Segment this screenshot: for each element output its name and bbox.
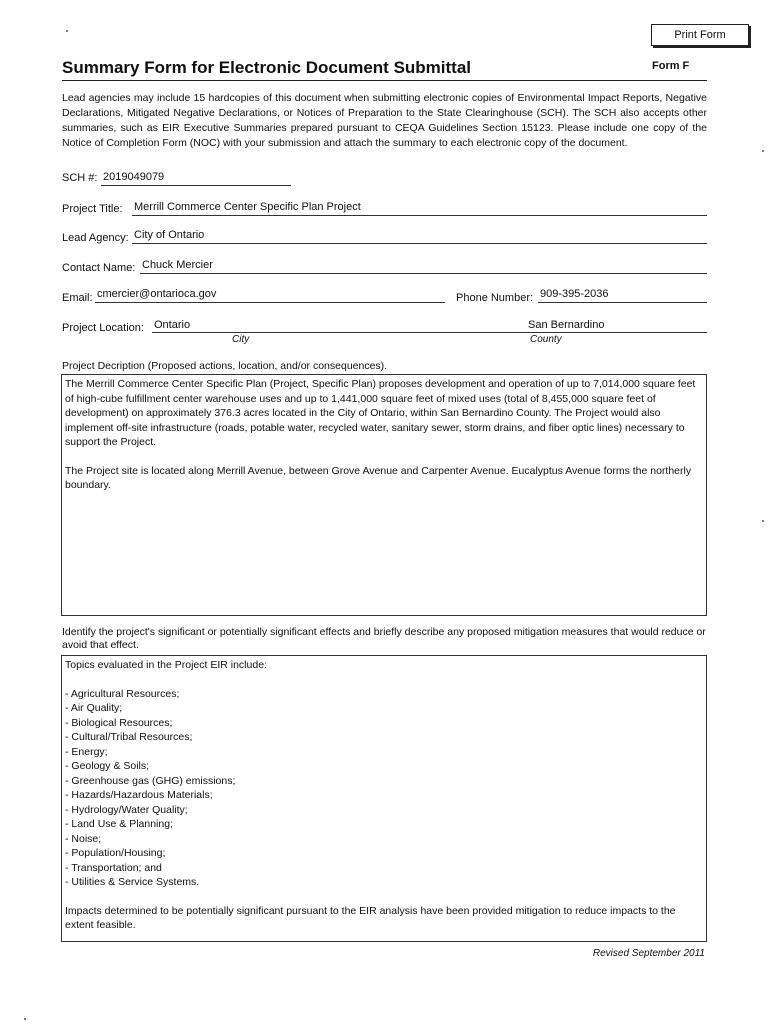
description-paragraph-1: The Merrill Commerce Center Specific Plan (Project, Specific Plan) proposes development and operation of up to 7,014,000 square feet of high-cube fulfillment center warehouse uses and up to 1,441,000 square feet of mixed uses (total of 8,455,000 square feet of development) on approximately 376.3 acres located in the City of Ontario, within San Bernardino County. The Project would also implement off-site infrastructure (roads, potable water, recycled water, sanitary sewer, storm drains, and fiber optic lines) necessary to support the Project. xyxy=(65,378,696,448)
intro-paragraph: Lead agencies may include 15 hardcopies of this document when submitting electronic copies of Environmental Impact Reports, Negative Declarations, Mitigated Negative Declarations, or Notices of Preparation to the State Clearinghouse (SCH). The SCH also accepts other summaries, such as EIR Executive Summaries prepared pursuant to CEQA Guidelines Section 15123. Please include one copy of the Notice of Completion Form (NOC) with your submission and attach the summary to each electronic copy of the document. xyxy=(62,92,707,149)
project-title-label: Project Title: xyxy=(62,203,123,215)
scan-speck xyxy=(24,1018,26,1020)
description-label: Project Decription (Proposed actions, location, and/or consequences). xyxy=(62,360,388,372)
form-id: Form F xyxy=(652,60,690,72)
email-underline xyxy=(95,302,445,303)
list-item: - Noise; xyxy=(65,832,102,845)
revision-note: Revised September 2011 xyxy=(592,948,705,959)
lead-agency-label: Lead Agency: xyxy=(62,232,129,244)
contact-name-underline xyxy=(140,273,707,274)
phone-underline xyxy=(538,302,707,303)
list-item: - Population/Housing; xyxy=(65,847,166,859)
scan-speck xyxy=(762,520,764,522)
page-title: Summary Form for Electronic Document Submittal xyxy=(62,58,472,77)
list-item: - Agricultural Resources; xyxy=(65,687,180,700)
lead-agency-underline xyxy=(132,243,707,244)
sch-number-field[interactable]: 2019049079 xyxy=(103,171,165,183)
phone-label: Phone Number: xyxy=(456,292,534,304)
list-item: - Energy; xyxy=(65,745,108,758)
list-item: - Geology & Soils; xyxy=(65,760,150,772)
list-item: - Hazards/Hazardous Materials; xyxy=(65,789,213,801)
phone-field[interactable]: 909-395-2036 xyxy=(540,288,609,300)
description-paragraph-2: The Project site is located along Merrill Avenue, between Grove Avenue and Carpenter Avenue. Eucalyptus Avenue forms the northerly boundary. xyxy=(65,464,692,491)
contact-name-field[interactable]: Chuck Mercier xyxy=(142,259,213,271)
list-item: - Cultural/Tribal Resources; xyxy=(65,731,193,743)
contact-name-label: Contact Name: xyxy=(62,262,136,274)
effects-intro: Topics evaluated in the Project EIR include: xyxy=(65,659,267,671)
lead-agency-field[interactable]: City of Ontario xyxy=(134,229,205,241)
print-form-button[interactable]: Print Form xyxy=(651,24,749,46)
email-label: Email: xyxy=(62,292,93,304)
project-title-underline xyxy=(132,215,707,216)
effects-textarea[interactable] xyxy=(61,655,707,942)
city-caption: City xyxy=(232,334,250,345)
list-item: - Air Quality; xyxy=(65,702,123,714)
description-textarea[interactable] xyxy=(61,374,707,616)
list-item: - Hydrology/Water Quality; xyxy=(65,803,188,816)
title-divider xyxy=(62,80,707,81)
scan-speck xyxy=(66,30,68,32)
scan-speck xyxy=(762,150,764,152)
topics-list xyxy=(65,687,703,890)
effects-label: Identify the project's significant or potentially significant effects and briefly describe any proposed mitigation measures that would reduce or avoid that effect. xyxy=(62,626,706,651)
project-title-field[interactable]: Merrill Commerce Center Specific Plan Project xyxy=(134,201,361,213)
effects-conclusion: Impacts determined to be potentially significant pursuant to the EIR analysis have been provided mitigation to reduce impacts to the extent feasible. xyxy=(65,904,676,931)
list-item: - Utilities & Service Systems. xyxy=(65,876,200,888)
list-item: - Transportation; and xyxy=(65,861,162,874)
list-item: - Land Use & Planning; xyxy=(65,818,173,830)
location-label: Project Location: xyxy=(62,322,144,334)
location-city-field[interactable]: Ontario xyxy=(154,319,191,331)
list-item: - Biological Resources; xyxy=(65,716,173,729)
list-item: - Greenhouse gas (GHG) emissions; xyxy=(65,774,236,787)
sch-underline xyxy=(101,185,291,186)
sch-label: SCH #: xyxy=(62,172,98,184)
email-field[interactable]: cmercier@ontarioca.gov xyxy=(97,288,217,300)
location-county-field[interactable]: San Bernardino xyxy=(528,319,605,331)
county-caption: County xyxy=(530,334,562,345)
location-underline xyxy=(152,332,707,333)
